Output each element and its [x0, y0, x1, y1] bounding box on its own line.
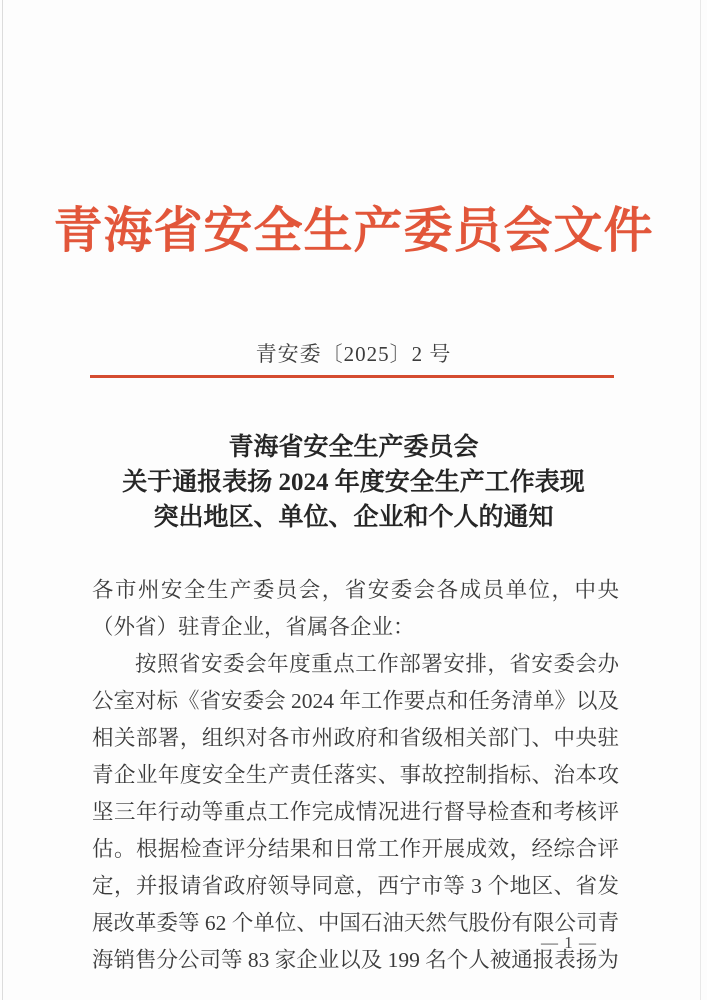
document-number: 青安委〔2025〕2 号	[255, 342, 452, 366]
letterhead-divider-line	[90, 375, 614, 378]
document-body	[92, 572, 619, 979]
letterhead-org-title: 青海省安全生产委员会文件	[53, 203, 654, 258]
salutation-paragraph: 各市州安全生产委员会，省安委会各成员单位，中央（外省）驻青企业，省属各企业：	[92, 578, 619, 639]
document-title-line-1: 青海省安全生产委员会	[228, 434, 479, 461]
document-title-line-3: 突出地区、单位、企业和个人的通知	[153, 504, 554, 531]
document-title	[0, 430, 707, 535]
page-number: — 1 —	[541, 933, 597, 952]
body-paragraph: 按照省安委会年度重点工作部署安排，省安委会办公室对标《省安委会 2024 年工作要点和任务清单》以及相关部署，组织对各市州政府和省级相关部门、中央驻青企业年度安全生产责任落实、事故控制指标、治本攻坚三年行动等重点工作完成情况进行督导检查和考核评估。根据检查评分结果和日常工作开展成效，经综合评定，并报请省政府领导同意，西宁市等 3 个地区、省发展改革委等 62 个单位、中国石油天然气股份有限公司青海销售分公司等 83 家企业以及 199 名个人被通报表扬为	[92, 652, 619, 972]
document-title-line-2: 关于通报表扬 2024 年度安全生产工作表现	[122, 469, 585, 496]
